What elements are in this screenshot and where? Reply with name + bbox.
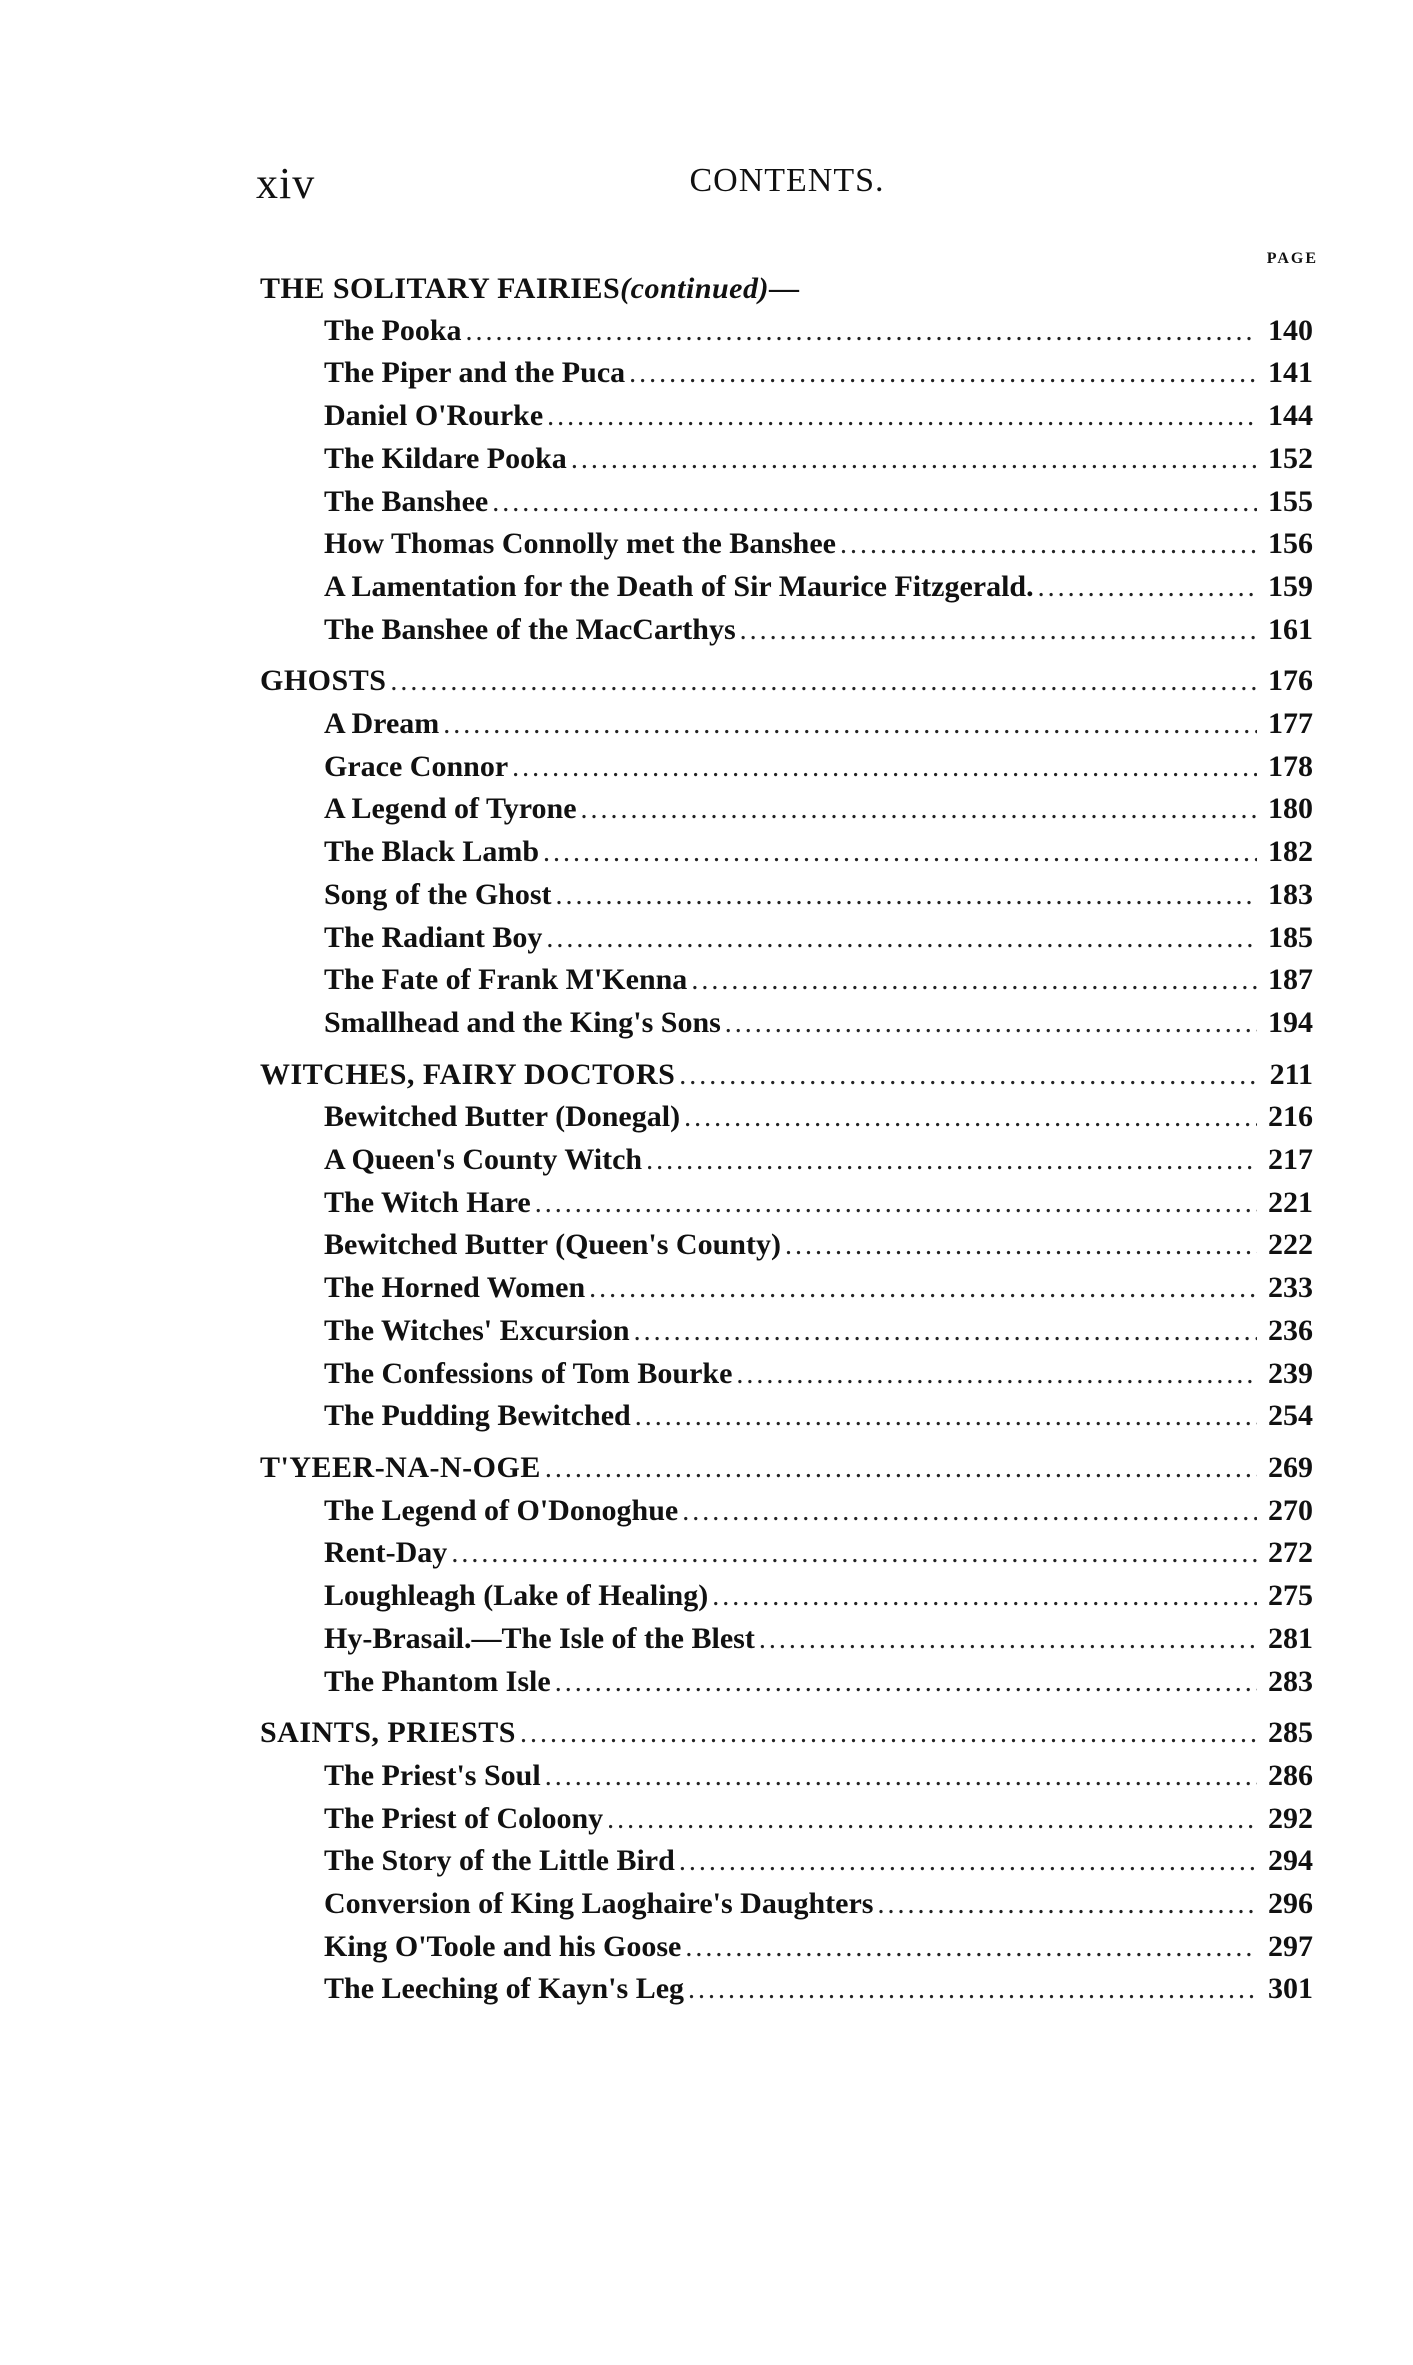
dot-leader [466,311,1257,353]
toc-entry [260,1310,1313,1353]
entry-page-number: 221 [1268,1185,1313,1219]
folio: xiv [256,159,316,208]
entry-title: The Witches' Excursion [324,1313,630,1347]
entry-page-number: 140 [1268,313,1313,347]
entry-title: The Legend of O'Donoghue [324,1493,679,1527]
toc-entry [260,481,1313,524]
toc-entry [260,1755,1313,1798]
entry-title: The Fate of Frank M'Kenna [324,963,688,997]
toc-entry [260,1096,1313,1139]
dot-leader [740,610,1257,652]
entry-page-number: 239 [1268,1356,1313,1390]
dot-leader [607,1799,1257,1841]
dot-leader [840,524,1257,566]
toc-entry [260,395,1313,438]
toc-entry [260,310,1313,353]
entry-title: A Lamentation for the Death of Sir Maurice Fitzgerald. [324,569,1034,603]
toc-entry [260,1002,1313,1045]
entry-title: A Dream [324,707,440,741]
entry-title: The Witch Hare [324,1185,531,1219]
section-title: THE SOLITARY FAIRIES [260,272,621,305]
dot-leader [443,704,1257,746]
entry-title: Rent-Day [324,1536,448,1570]
dot-leader [543,832,1257,874]
entry-title: The Piper and the Puca [324,356,626,390]
dot-leader [520,1713,1257,1755]
toc-entry [260,1883,1313,1926]
dot-leader [685,1927,1257,1969]
section-heading [260,1712,1313,1755]
toc-entry [260,788,1313,831]
toc-entry [260,703,1313,746]
section-heading [260,1054,1313,1097]
toc-section [260,660,1313,1044]
dot-leader [556,875,1257,917]
toc-entry [260,1490,1313,1533]
dot-leader [759,1619,1257,1661]
page-header [256,158,1318,218]
entry-page-number: 180 [1268,792,1313,826]
entry-title: A Queen's County Witch [324,1143,643,1177]
dot-leader [679,1055,1257,1097]
toc-entry [260,1618,1313,1661]
toc-section [260,1712,1313,2011]
dot-leader [451,1533,1257,1575]
entry-title: The Banshee of the MacCarthys [324,612,736,646]
section-page-number: 269 [1268,1450,1313,1484]
entry-title: Loughleagh (Lake of Healing) [324,1579,709,1613]
entry-title: The Pooka [324,313,462,347]
dot-leader [546,918,1257,960]
dot-leader [646,1140,1257,1182]
entry-page-number: 292 [1268,1801,1313,1835]
toc-entry [260,831,1313,874]
toc-entry [260,917,1313,960]
entry-title: Bewitched Butter (Donegal) [324,1100,681,1134]
section-page-number: 285 [1268,1716,1313,1750]
entry-page-number: 187 [1268,963,1313,997]
dot-leader [691,960,1257,1002]
entry-page-number: 177 [1268,707,1313,741]
entry-page-number: 144 [1268,399,1313,433]
dot-leader [390,661,1257,703]
entry-page-number: 301 [1268,1972,1313,2006]
toc-entry [260,438,1313,481]
dot-leader [1038,567,1257,609]
entry-title: The Banshee [324,484,489,518]
entry-title: The Phantom Isle [324,1664,551,1698]
entry-page-number: 183 [1268,877,1313,911]
toc-section [260,268,1313,651]
entry-title: The Priest's Soul [324,1758,541,1792]
toc-entry [260,1267,1313,1310]
dot-leader [712,1576,1257,1618]
toc-section [260,1447,1313,1703]
entry-page-number: 296 [1268,1887,1313,1921]
toc-entry [260,1575,1313,1618]
toc-entry [260,1661,1313,1704]
entry-title: Bewitched Butter (Queen's County) [324,1228,781,1262]
toc-entry [260,874,1313,917]
entry-title: The Horned Women [324,1271,586,1305]
entry-title: How Thomas Connolly met the Banshee [324,527,836,561]
dot-leader [589,1268,1257,1310]
dot-leader [629,353,1257,395]
entry-title: Song of the Ghost [324,877,552,911]
toc-entry [260,1532,1313,1575]
entry-page-number: 254 [1268,1399,1313,1433]
dot-leader [492,482,1257,524]
entry-title: The Story of the Little Bird [324,1844,675,1878]
dot-leader [535,1183,1257,1225]
entry-page-number: 159 [1268,569,1313,603]
entry-page-number: 152 [1268,441,1313,475]
entry-page-number: 283 [1268,1664,1313,1698]
dot-leader [877,1884,1257,1926]
entry-page-number: 275 [1268,1579,1313,1613]
entry-page-number: 182 [1268,835,1313,869]
entry-title: The Kildare Pooka [324,441,567,475]
section-title-suffix: (continued) [620,272,769,305]
entry-page-number: 272 [1268,1536,1313,1570]
entry-title: The Radiant Boy [324,920,543,954]
toc-entry [260,1926,1313,1969]
entry-title: The Confessions of Tom Bourke [324,1356,733,1390]
dot-leader [512,747,1257,789]
toc-entry [260,609,1313,652]
toc-entry [260,959,1313,1002]
dot-leader [555,1662,1257,1704]
section-page-number: 211 [1269,1057,1313,1091]
dot-leader [545,1756,1257,1798]
dot-leader [688,1969,1257,2011]
entry-page-number: 222 [1268,1228,1313,1262]
toc-entry [260,1968,1313,2011]
entry-title: Conversion of King Laoghaire's Daughters [324,1887,874,1921]
dot-leader [571,439,1257,481]
section-heading [260,660,1313,703]
entry-title: King O'Toole and his Goose [324,1929,682,1963]
entry-title: The Black Lamb [324,835,540,869]
dot-leader [581,789,1257,831]
section-title: GHOSTS [260,664,387,698]
dot-leader [684,1097,1257,1139]
entry-page-number: 297 [1268,1929,1313,1963]
entry-page-number: 233 [1268,1271,1313,1305]
running-head: CONTENTS. [689,162,885,199]
entry-page-number: 178 [1268,749,1313,783]
page-column-label: PAGE [1266,250,1318,267]
entry-page-number: 194 [1268,1005,1313,1039]
dot-leader [682,1491,1257,1533]
toc-entry [260,746,1313,789]
section-heading [260,1447,1313,1490]
toc-entry [260,1182,1313,1225]
toc-entry [260,1353,1313,1396]
entry-page-number: 185 [1268,920,1313,954]
entry-title: Grace Connor [324,749,509,783]
entry-title: The Pudding Bewitched [324,1399,631,1433]
entry-page-number: 141 [1268,356,1313,390]
entry-title: Smallhead and the King's Sons [324,1005,721,1039]
section-title: WITCHES, FAIRY DOCTORS [260,1057,676,1091]
entry-page-number: 216 [1268,1100,1313,1134]
table-of-contents [260,268,1313,2020]
section-title-dash: — [769,272,800,305]
entry-page-number: 161 [1268,612,1313,646]
toc-entry [260,523,1313,566]
entry-page-number: 217 [1268,1143,1313,1177]
dot-leader [545,1448,1257,1490]
section-title: T'YEER-NA-N-OGE [260,1450,541,1484]
toc-entry [260,352,1313,395]
dot-leader [785,1225,1257,1267]
dot-leader [725,1003,1257,1045]
entry-page-number: 155 [1268,484,1313,518]
entry-page-number: 281 [1268,1621,1313,1655]
entry-page-number: 294 [1268,1844,1313,1878]
entry-page-number: 236 [1268,1313,1313,1347]
toc-entry [260,566,1313,609]
toc-section [260,1054,1313,1438]
toc-entry [260,1395,1313,1438]
section-heading [260,268,1313,310]
entry-page-number: 270 [1268,1493,1313,1527]
section-page-number: 176 [1268,664,1313,698]
dot-leader [547,396,1257,438]
entry-page-number: 156 [1268,527,1313,561]
entry-title: A Legend of Tyrone [324,792,577,826]
entry-title: The Leeching of Kayn's Leg [324,1972,685,2006]
dot-leader [634,1311,1257,1353]
dot-leader [635,1396,1257,1438]
section-title: SAINTS, PRIESTS [260,1716,516,1750]
dot-leader [679,1841,1257,1883]
entry-title: Hy-Brasail.—The Isle of the Blest [324,1621,755,1655]
toc-entry [260,1224,1313,1267]
entry-page-number: 286 [1268,1758,1313,1792]
toc-entry [260,1798,1313,1841]
entry-title: The Priest of Coloony [324,1801,604,1835]
entry-title: Daniel O'Rourke [324,399,544,433]
dot-leader [736,1354,1257,1396]
toc-entry [260,1840,1313,1883]
toc-entry [260,1139,1313,1182]
